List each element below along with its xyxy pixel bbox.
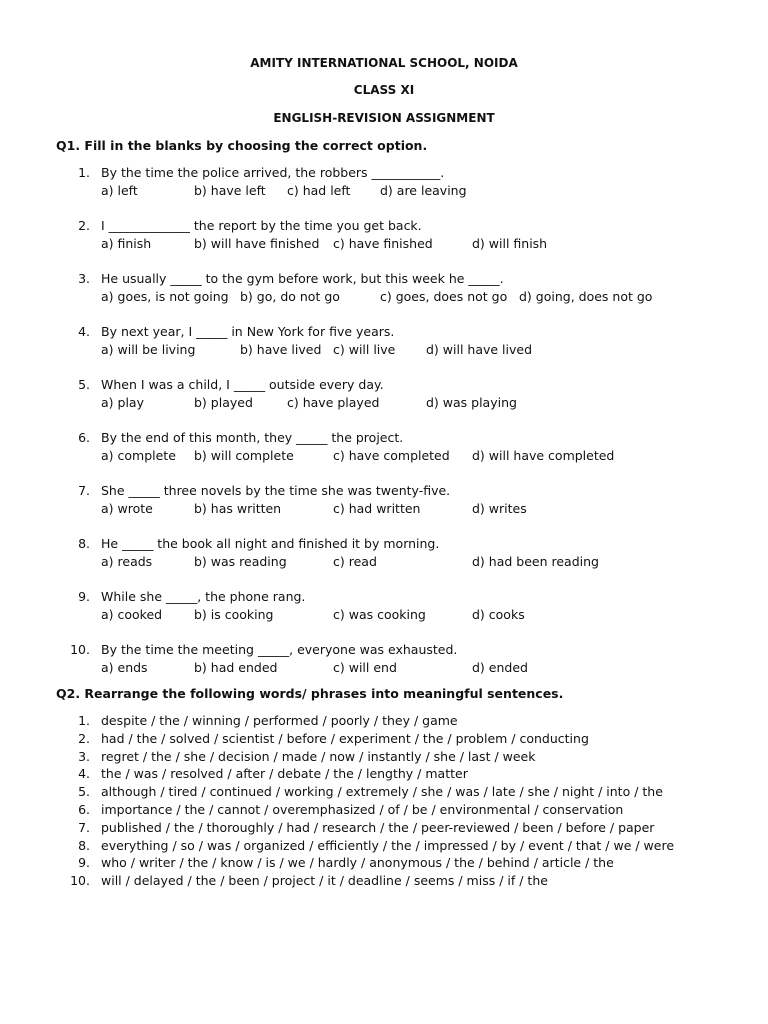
answer-option: b) played <box>194 395 253 410</box>
answer-option: d) will finish <box>472 236 548 251</box>
answer-option: a) cooked <box>101 607 163 622</box>
answer-option: b) has written <box>194 501 282 516</box>
question-number: 6. <box>78 430 90 445</box>
jumbled-words: had / the / solved / scientist / before / experiment / the / problem / conducting <box>101 730 589 746</box>
q1-item <box>0 642 768 682</box>
q1-item <box>0 483 768 523</box>
sentence-number: 3. <box>78 748 90 764</box>
jumbled-words: published / the / thoroughly / had / research / the / peer-reviewed / been / before / paper <box>101 819 655 835</box>
question-number: 3. <box>78 271 90 286</box>
sentence-number: 7. <box>78 819 90 835</box>
answer-option: a) goes, is not going <box>101 289 229 304</box>
answer-option: d) will have lived <box>426 342 533 357</box>
answer-option: b) was reading <box>194 554 287 569</box>
answer-option: c) have completed <box>333 448 450 463</box>
sentence-number: 10. <box>70 873 90 889</box>
q1-item <box>0 377 768 417</box>
question-text: He _____ the book all night and finished it by morning. <box>101 536 440 551</box>
q2-item <box>0 766 768 784</box>
answer-option: d) going, does not go <box>519 289 653 304</box>
q2-item <box>0 784 768 802</box>
question-text: By the end of this month, they _____ the project. <box>101 430 404 445</box>
question-number: 7. <box>78 483 90 498</box>
answer-option: b) have left <box>194 183 266 198</box>
q1-item <box>0 271 768 311</box>
answer-option: a) finish <box>101 236 152 251</box>
answer-option: b) had ended <box>194 660 278 675</box>
question-number: 10. <box>70 642 90 657</box>
answer-option: c) have finished <box>333 236 433 251</box>
q1-item <box>0 324 768 364</box>
question-number: 8. <box>78 536 90 551</box>
question-number: 2. <box>78 218 90 233</box>
question-number: 5. <box>78 377 90 392</box>
q2-item <box>0 838 768 856</box>
sentence-number: 8. <box>78 837 90 853</box>
answer-option: c) read <box>333 554 377 569</box>
answer-option: c) have played <box>287 395 380 410</box>
answer-option: b) is cooking <box>194 607 274 622</box>
class-title: CLASS XI <box>353 83 415 97</box>
answer-option: d) will have completed <box>472 448 615 463</box>
answer-option: a) will be living <box>101 342 196 357</box>
question-text: When I was a child, I _____ outside every day. <box>101 377 384 392</box>
answer-option: c) goes, does not go <box>380 289 508 304</box>
q1-item <box>0 430 768 470</box>
sentence-number: 2. <box>78 730 90 746</box>
answer-option: b) will complete <box>194 448 294 463</box>
question-number: 9. <box>78 589 90 604</box>
answer-option: c) had written <box>333 501 421 516</box>
answer-option: c) had left <box>287 183 351 198</box>
answer-option: a) complete <box>101 448 176 463</box>
answer-option: b) have lived <box>240 342 322 357</box>
sentence-number: 4. <box>78 766 90 782</box>
q2-item <box>0 873 768 891</box>
question-text: I _____________ the report by the time you get back. <box>101 218 422 233</box>
sentence-number: 5. <box>78 784 90 800</box>
question-text: He usually _____ to the gym before work, but this week he _____. <box>101 271 504 286</box>
answer-option: d) are leaving <box>380 183 467 198</box>
answer-option: a) ends <box>101 660 148 675</box>
answer-option: d) had been reading <box>472 554 599 569</box>
answer-option: b) go, do not go <box>240 289 340 304</box>
answer-option: c) will live <box>333 342 396 357</box>
jumbled-words: who / writer / the / know / is / we / hardly / anonymous / the / behind / article / the <box>101 855 614 871</box>
answer-option: a) wrote <box>101 501 153 516</box>
answer-option: c) was cooking <box>333 607 426 622</box>
answer-option: b) will have finished <box>194 236 320 251</box>
q2-item <box>0 749 768 767</box>
question-number: 4. <box>78 324 90 339</box>
jumbled-words: will / delayed / the / been / project / it / deadline / seems / miss / if / the <box>101 873 548 889</box>
question-number: 1. <box>78 165 90 180</box>
q2-item <box>0 731 768 749</box>
answer-option: a) play <box>101 395 144 410</box>
answer-option: d) cooks <box>472 607 525 622</box>
question-text: She _____ three novels by the time she was twenty-five. <box>101 483 451 498</box>
jumbled-words: although / tired / continued / working / extremely / she / was / late / she / night / into / the <box>101 784 663 800</box>
school-title: AMITY INTERNATIONAL SCHOOL, NOIDA <box>250 56 518 70</box>
jumbled-words: the / was / resolved / after / debate / the / lengthy / matter <box>101 766 468 782</box>
q2-item <box>0 802 768 820</box>
answer-option: d) was playing <box>426 395 517 410</box>
q1-heading: Q1. Fill in the blanks by choosing the correct option. <box>56 138 428 153</box>
sentence-number: 9. <box>78 855 90 871</box>
question-text: While she _____, the phone rang. <box>101 589 306 604</box>
jumbled-words: everything / so / was / organized / efficiently / the / impressed / by / event / that / we / were <box>101 837 675 853</box>
answer-option: d) ended <box>472 660 528 675</box>
answer-option: c) will end <box>333 660 397 675</box>
q1-item <box>0 218 768 258</box>
answer-option: a) left <box>101 183 138 198</box>
q1-item <box>0 165 768 205</box>
q1-item <box>0 589 768 629</box>
question-text: By next year, I _____ in New York for five years. <box>101 324 395 339</box>
q2-item <box>0 820 768 838</box>
q2-item <box>0 713 768 731</box>
q2-heading: Q2. Rearrange the following words/ phrases into meaningful sentences. <box>56 686 564 701</box>
answer-option: a) reads <box>101 554 153 569</box>
sentence-number: 6. <box>78 802 90 817</box>
sentence-number: 1. <box>78 713 90 728</box>
question-text: By the time the police arrived, the robbers ___________. <box>101 165 445 180</box>
q2-item <box>0 855 768 873</box>
jumbled-words: despite / the / winning / performed / poorly / they / game <box>101 713 458 728</box>
q1-item <box>0 536 768 576</box>
jumbled-words: regret / the / she / decision / made / now / instantly / she / last / week <box>101 748 536 764</box>
jumbled-words: importance / the / cannot / overemphasized / of / be / environmental / conservation <box>101 802 624 817</box>
answer-option: d) writes <box>472 501 527 516</box>
assignment-title: ENGLISH-REVISION ASSIGNMENT <box>273 111 495 125</box>
question-text: By the time the meeting _____, everyone was exhausted. <box>101 642 458 657</box>
